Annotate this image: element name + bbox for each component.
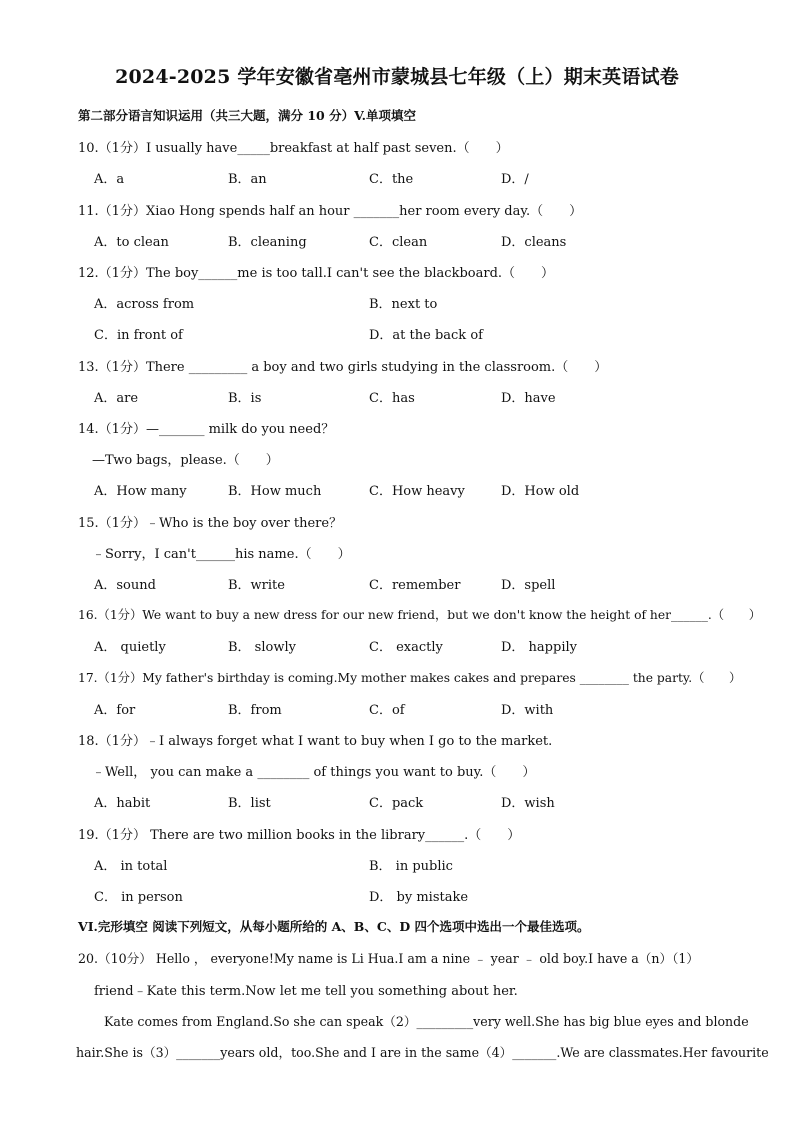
question-11-stem: 11.（1分）Xiao Hong spends half an hour _______her room every day.（ ） bbox=[78, 204, 583, 219]
question-18-option-d[interactable]: D．wish bbox=[501, 796, 555, 811]
question-17-option-a[interactable]: A．for bbox=[94, 703, 136, 718]
section-six-header: VI.完形填空 阅读下列短文，从每小题所给的 A、B、C、D 四个选项中选出一个最佳选项。 bbox=[78, 919, 590, 934]
question-15-option-b[interactable]: B．write bbox=[228, 578, 285, 593]
question-19-option-d[interactable]: D． by mistake bbox=[369, 890, 469, 905]
question-18-reply: ﹣Well， you can make a ________ of things you want to buy.（ ） bbox=[92, 765, 536, 780]
question-12-option-a[interactable]: A．across from bbox=[94, 297, 195, 312]
question-13-option-c[interactable]: C．has bbox=[369, 391, 415, 406]
question-16-option-b[interactable]: B． slowly bbox=[228, 640, 296, 655]
exam-title: 2024-2025 学年安徽省亳州市蒙城县七年级（上）期末英语试卷 bbox=[115, 66, 679, 88]
question-10-option-b[interactable]: B．an bbox=[228, 172, 267, 187]
question-10-stem: 10.（1分）I usually have_____breakfast at half past seven.（ ） bbox=[78, 141, 509, 156]
section-two-header: 第二部分语言知识运用（共三大题，满分 10 分）V.单项填空 bbox=[78, 108, 416, 123]
cloze-line-1: 20.（10分） Hello ， everyone!My name is Li Hua.I am a nine ﹣ year ﹣ old boy.I have a（n）（1） bbox=[78, 951, 699, 966]
question-13-option-b[interactable]: B．is bbox=[228, 391, 262, 406]
question-11-option-a[interactable]: A．to clean bbox=[94, 235, 169, 250]
question-17-option-c[interactable]: C．of bbox=[369, 703, 405, 718]
question-11-option-c[interactable]: C．clean bbox=[369, 235, 428, 250]
question-15-reply: ﹣Sorry，I can't______his name.（ ） bbox=[92, 547, 351, 562]
question-11-option-d[interactable]: D．cleans bbox=[501, 235, 567, 250]
question-19-option-c[interactable]: C． in person bbox=[94, 890, 183, 905]
question-12-stem: 12.（1分）The boy______me is too tall.I can't see the blackboard.（ ） bbox=[78, 266, 555, 281]
question-17-option-b[interactable]: B．from bbox=[228, 703, 282, 718]
question-17-stem: 17.（1分）My father's birthday is coming.My mother makes cakes and prepares ________ the party.（ ） bbox=[78, 671, 742, 685]
question-15-option-d[interactable]: D．spell bbox=[501, 578, 556, 593]
cloze-line-2: friend﹣Kate this term.Now let me tell you something about her. bbox=[94, 984, 518, 999]
question-19-stem: 19.（1分） There are two million books in the library______.（ ） bbox=[78, 828, 521, 843]
question-14-stem: 14.（1分）—_______ milk do you need？ bbox=[78, 422, 335, 437]
question-11-option-b[interactable]: B．cleaning bbox=[228, 235, 307, 250]
question-14-option-a[interactable]: A．How many bbox=[94, 484, 187, 499]
question-14-option-c[interactable]: C．How heavy bbox=[369, 484, 465, 499]
question-15-option-a[interactable]: A．sound bbox=[94, 578, 156, 593]
question-12-option-c[interactable]: C．in front of bbox=[94, 328, 183, 343]
cloze-line-4: hair.She is（3）_______years old，too.She and I are in the same（4）_______.We are classmates.Her favourite bbox=[76, 1045, 769, 1060]
question-10-option-a[interactable]: A．a bbox=[94, 172, 125, 187]
question-18-option-c[interactable]: C．pack bbox=[369, 796, 424, 811]
question-16-option-c[interactable]: C． exactly bbox=[369, 640, 443, 655]
question-18-option-b[interactable]: B．list bbox=[228, 796, 271, 811]
question-10-option-c[interactable]: C．the bbox=[369, 172, 414, 187]
question-14-reply: —Two bags，please.（ ） bbox=[92, 453, 279, 468]
question-15-option-c[interactable]: C．remember bbox=[369, 578, 461, 593]
question-16-option-a[interactable]: A． quietly bbox=[94, 640, 166, 655]
question-15-stem: 15.（1分）﹣Who is the boy over there？ bbox=[78, 516, 343, 531]
question-16-stem: 16.（1分）We want to buy a new dress for our new friend，but we don't know the height of her______.（ ） bbox=[78, 608, 761, 622]
question-10-option-d[interactable]: D．/ bbox=[501, 172, 529, 187]
question-16-option-d[interactable]: D． happily bbox=[501, 640, 577, 655]
cloze-line-3: Kate comes from England.So she can speak（2）_________very well.She has big blue eyes and blonde bbox=[104, 1014, 749, 1029]
question-13-option-d[interactable]: D．have bbox=[501, 391, 556, 406]
question-17-option-d[interactable]: D．with bbox=[501, 703, 554, 718]
question-12-option-b[interactable]: B．next to bbox=[369, 297, 438, 312]
question-14-option-b[interactable]: B．How much bbox=[228, 484, 322, 499]
question-13-option-a[interactable]: A．are bbox=[94, 391, 139, 406]
question-18-stem: 18.（1分）﹣I always forget what I want to buy when I go to the market. bbox=[78, 734, 553, 749]
question-14-option-d[interactable]: D．How old bbox=[501, 484, 580, 499]
question-19-option-a[interactable]: A． in total bbox=[94, 859, 168, 874]
question-19-option-b[interactable]: B． in public bbox=[369, 859, 453, 874]
question-13-stem: 13.（1分）There _________ a boy and two girls studying in the classroom.（ ） bbox=[78, 360, 608, 375]
question-18-option-a[interactable]: A．habit bbox=[94, 796, 151, 811]
question-12-option-d[interactable]: D．at the back of bbox=[369, 328, 483, 343]
